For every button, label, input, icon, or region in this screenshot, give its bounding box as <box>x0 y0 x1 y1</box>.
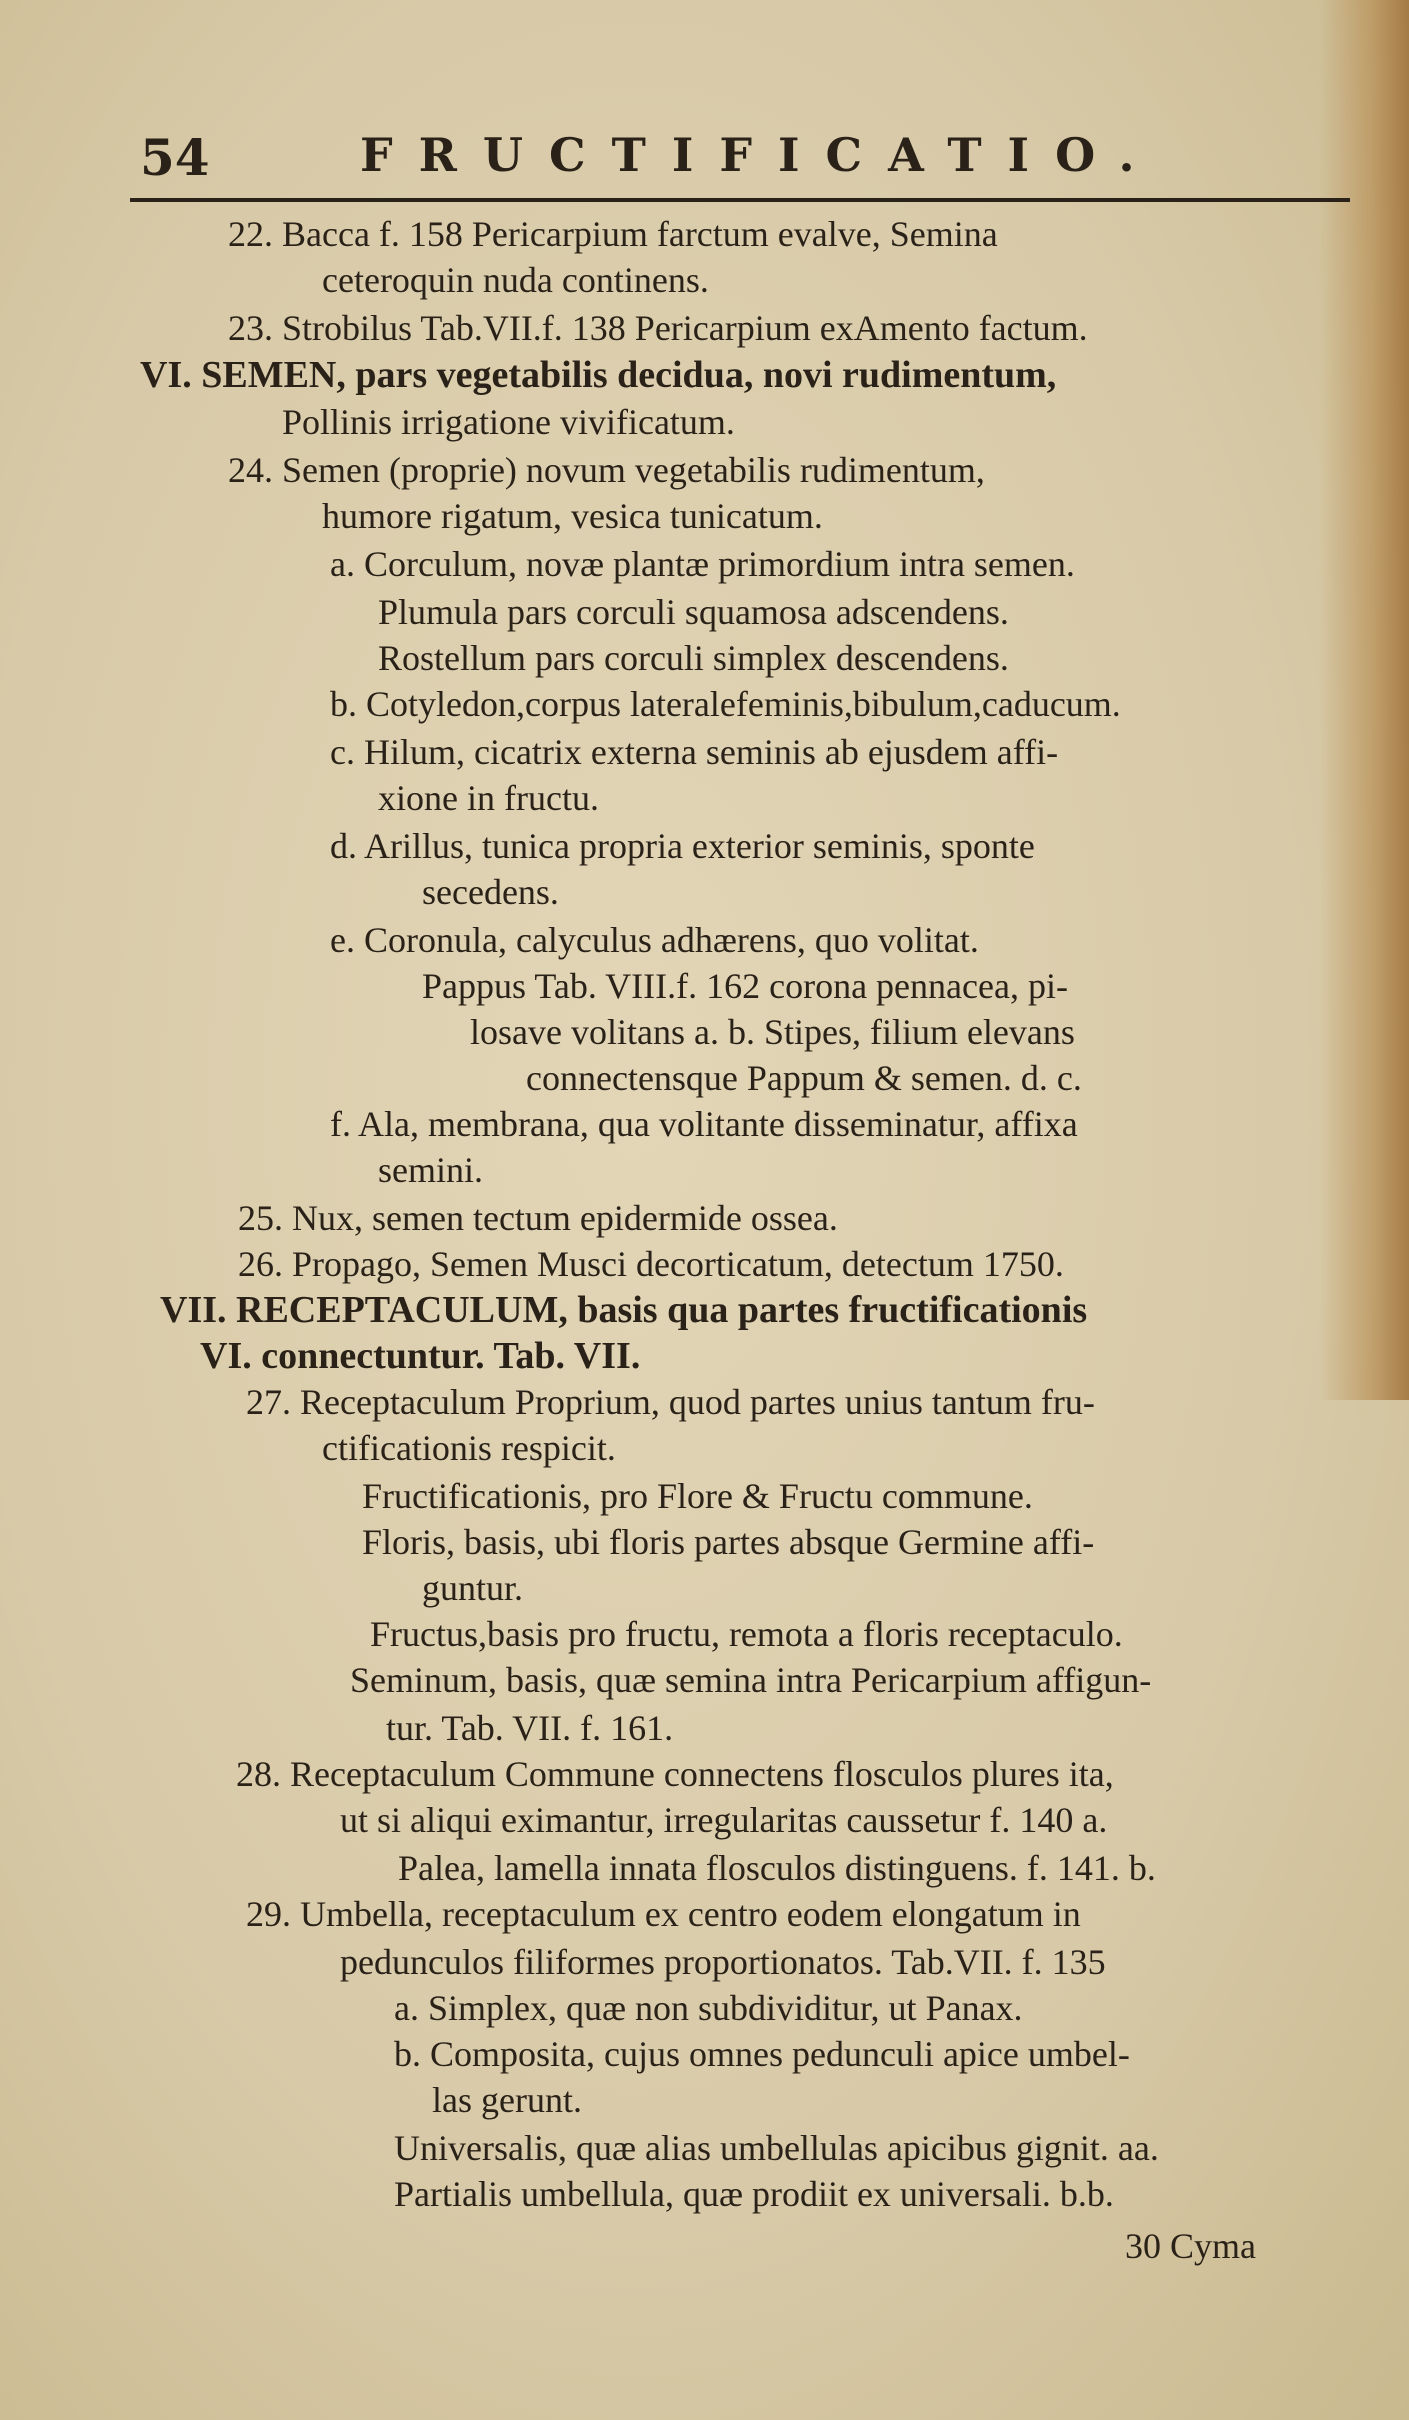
catchword: 30 Cyma <box>1125 2226 1256 2266</box>
text-line: semini. <box>378 1150 483 1190</box>
text-line: Palea, lamella innata flosculos distinguens. f. 141. b. <box>398 1848 1156 1888</box>
text-line: connectensque Pappum & semen. d. c. <box>526 1058 1082 1098</box>
text-line: Pappus Tab. VIII.f. 162 corona pennacea, pi- <box>422 966 1068 1006</box>
text-line: Floris, basis, ubi floris partes absque Germine affi- <box>362 1522 1095 1562</box>
text-line: b. Composita, cujus omnes pedunculi apice umbel- <box>394 2034 1130 2074</box>
text-line: VI. SEMEN, pars vegetabilis decidua, novi rudimentum, <box>140 354 1057 396</box>
text-line: c. Hilum, cicatrix externa seminis ab ejusdem affi- <box>330 732 1059 772</box>
text-line: 25. Nux, semen tectum epidermide ossea. <box>238 1198 838 1238</box>
text-line: a. Simplex, quæ non subdividitur, ut Panax. <box>394 1988 1023 2028</box>
text-line: xione in fructu. <box>378 778 599 818</box>
text-line: Fructificationis, pro Flore & Fructu commune. <box>362 1476 1033 1516</box>
text-line: VII. RECEPTACULUM, basis qua partes fructificationis <box>160 1289 1088 1331</box>
text-line: Universalis, quæ alias umbellulas apicibus gignit. aa. <box>394 2128 1159 2168</box>
text-line: Seminum, basis, quæ semina intra Pericarpium affigun- <box>350 1660 1152 1700</box>
text-line: tur. Tab. VII. f. 161. <box>386 1708 674 1748</box>
text-line: Partialis umbellula, quæ prodiit ex universali. b.b. <box>394 2174 1114 2214</box>
text-line: 29. Umbella, receptaculum ex centro eodem elongatum in <box>246 1894 1081 1934</box>
text-line: pedunculos filiformes proportionatos. Tab.VII. f. 135 <box>340 1942 1106 1982</box>
page-edge-stain <box>1319 0 1409 1400</box>
text-line: b. Cotyledon,corpus lateralefeminis,bibulum,caducum. <box>330 684 1121 724</box>
text-line: VI. connectuntur. Tab. VII. <box>200 1335 641 1377</box>
text-line: guntur. <box>422 1568 524 1608</box>
text-line: 28. Receptaculum Commune connectens flosculos plures ita, <box>236 1754 1114 1794</box>
text-line: 23. Strobilus Tab.VII.f. 138 Pericarpium exAmento factum. <box>228 308 1088 348</box>
page-number: 54 <box>140 128 210 187</box>
text-line: humore rigatum, vesica tunicatum. <box>322 496 823 536</box>
text-line: 22. Bacca f. 158 Pericarpium farctum evalve, Semina <box>228 214 998 254</box>
text-line: f. Ala, membrana, qua volitante disseminatur, affixa <box>330 1104 1078 1144</box>
text-line: las gerunt. <box>432 2080 582 2120</box>
text-line: secedens. <box>422 872 559 912</box>
header-rule <box>130 198 1350 202</box>
text-line: Fructus,basis pro fructu, remota a floris receptaculo. <box>370 1614 1123 1654</box>
page-header <box>130 128 1350 198</box>
text-line: ctificationis respicit. <box>322 1428 616 1468</box>
running-title: FRUCTIFICATIO. <box>360 128 1161 182</box>
text-line: d. Arillus, tunica propria exterior seminis, sponte <box>330 826 1035 866</box>
text-line: 24. Semen (proprie) novum vegetabilis rudimentum, <box>228 450 985 490</box>
text-line: Plumula pars corculi squamosa adscendens. <box>378 592 1009 632</box>
text-line: ut si aliqui eximantur, irregularitas caussetur f. 140 a. <box>340 1800 1108 1840</box>
text-line: losave volitans a. b. Stipes, filium elevans <box>470 1012 1075 1052</box>
text-line: Pollinis irrigatione vivificatum. <box>282 402 735 442</box>
text-line: e. Coronula, calyculus adhærens, quo volitat. <box>330 920 979 960</box>
text-line: Rostellum pars corculi simplex descendens. <box>378 638 1009 678</box>
text-line: 27. Receptaculum Proprium, quod partes unius tantum fru- <box>246 1382 1095 1422</box>
text-line: a. Corculum, novæ plantæ primordium intra semen. <box>330 544 1075 584</box>
text-line: 26. Propago, Semen Musci decorticatum, detectum 1750. <box>238 1244 1064 1284</box>
text-line: ceteroquin nuda continens. <box>322 260 709 300</box>
